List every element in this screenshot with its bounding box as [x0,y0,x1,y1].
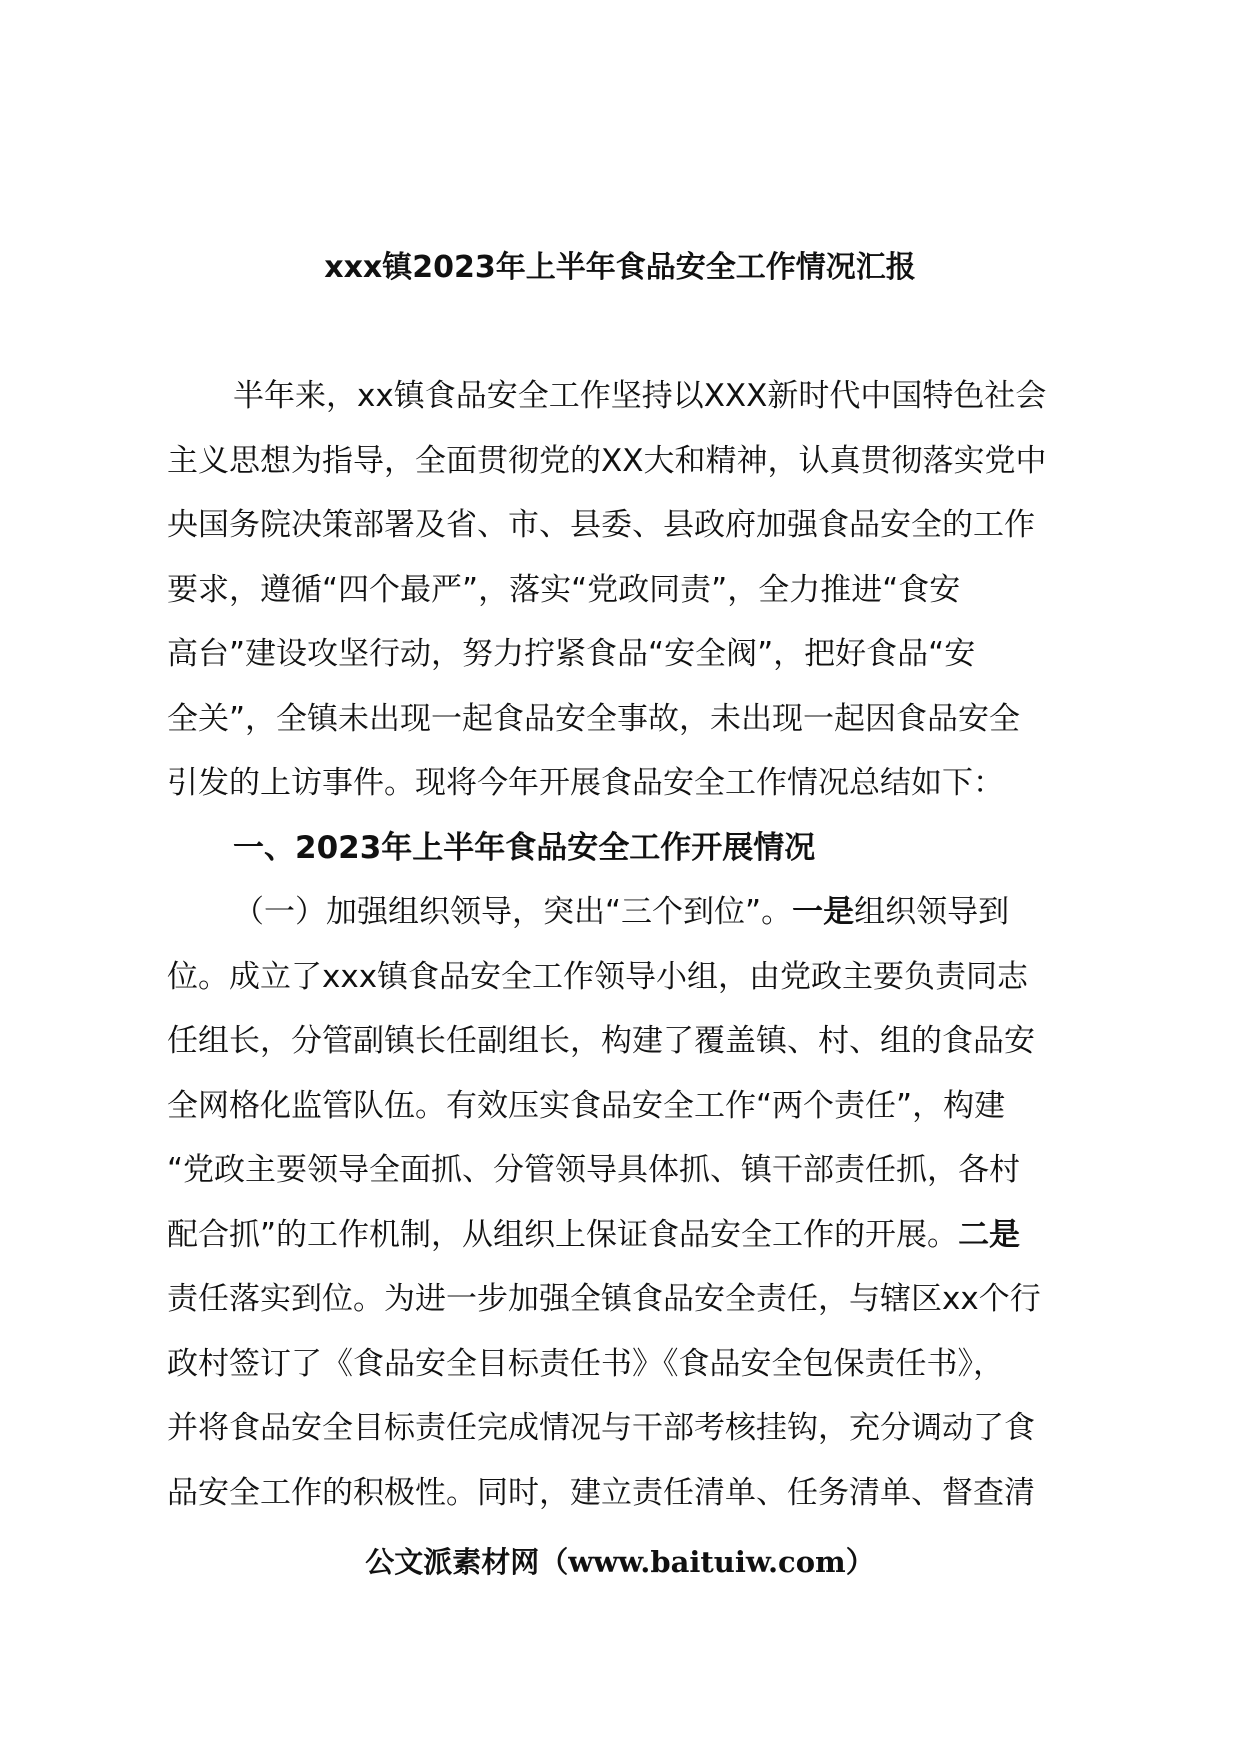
document-title: xxx镇2023年上半年食品安全工作情况汇报 [324,250,916,285]
paragraph-line: 全关”，全镇未出现一起食品安全事故，未出现一起因食品安全 [167,700,1021,737]
section-heading: 一、2023年上半年食品安全工作开展情况 [233,829,816,866]
subsection-title: （一）加强组织领导，突出“三个到位”。 [233,894,793,930]
paragraph-line [167,880,1107,945]
document-body [167,364,1107,1525]
bold-marker: 一是 [792,894,855,930]
paragraph-line: 主义思想为指导，全面贯彻党的XX大和精神，认真贯彻落实党中 [167,442,1047,479]
page-footer [0,1542,1240,1582]
paragraph-line: 责任落实到位。为进一步加强全镇食品安全责任，与辖区xx个行 [167,1281,1041,1317]
footer-site-close: ） [845,1545,875,1579]
paragraph-line [167,1203,1107,1268]
paragraph-line: 引发的上访事件。现将今年开展食品安全工作情况总结如下： [167,765,1004,801]
paragraph-line: 高台”建设攻坚行动，努力拧紧食品“安全阀”，把好食品“安 [167,636,976,672]
footer-site-url: www.baituiw.com [568,1545,846,1579]
paragraph-line: “党政主要领导全面抓、分管领导具体抓、镇干部责任抓，各村 [167,1152,1021,1188]
paragraph-line: 要求，遵循“四个最严”，落实“党政同责”，全力推进“食安 [167,571,961,608]
paragraph-line: 并将食品安全目标责任完成情况与干部考核挂钩，充分调动了食 [167,1410,1035,1446]
paragraph-text: 组织领导到 [854,894,1010,930]
paragraph-text: 配合抓”的工作机制，从组织上保证食品安全工作的开展。 [167,1216,959,1253]
bold-marker: 二是 [958,1216,1021,1253]
paragraph-line: 政村签订了《食品安全目标责任书》《食品安全包保责任书》， [167,1345,1004,1382]
paragraph-line: 任组长，分管副镇长任副组长，构建了覆盖镇、村、组的食品安 [167,1023,1035,1059]
footer-site-name: 公文派素材网（ [365,1545,569,1579]
paragraph-line: 品安全工作的积极性。同时，建立责任清单、任务清单、督查清 [167,1474,1035,1511]
paragraph-line: 全网格化监管队伍。有效压实食品安全工作“两个责任”，构建 [167,1087,1006,1124]
paragraph-line: 半年来，xx镇食品安全工作坚持以XXX新时代中国特色社会 [233,378,1047,414]
paragraph-line: 位。成立了xxx镇食品安全工作领导小组，由党政主要负责同志 [167,958,1029,995]
paragraph-line: 央国务院决策部署及省、市、县委、县政府加强食品安全的工作 [167,507,1035,543]
